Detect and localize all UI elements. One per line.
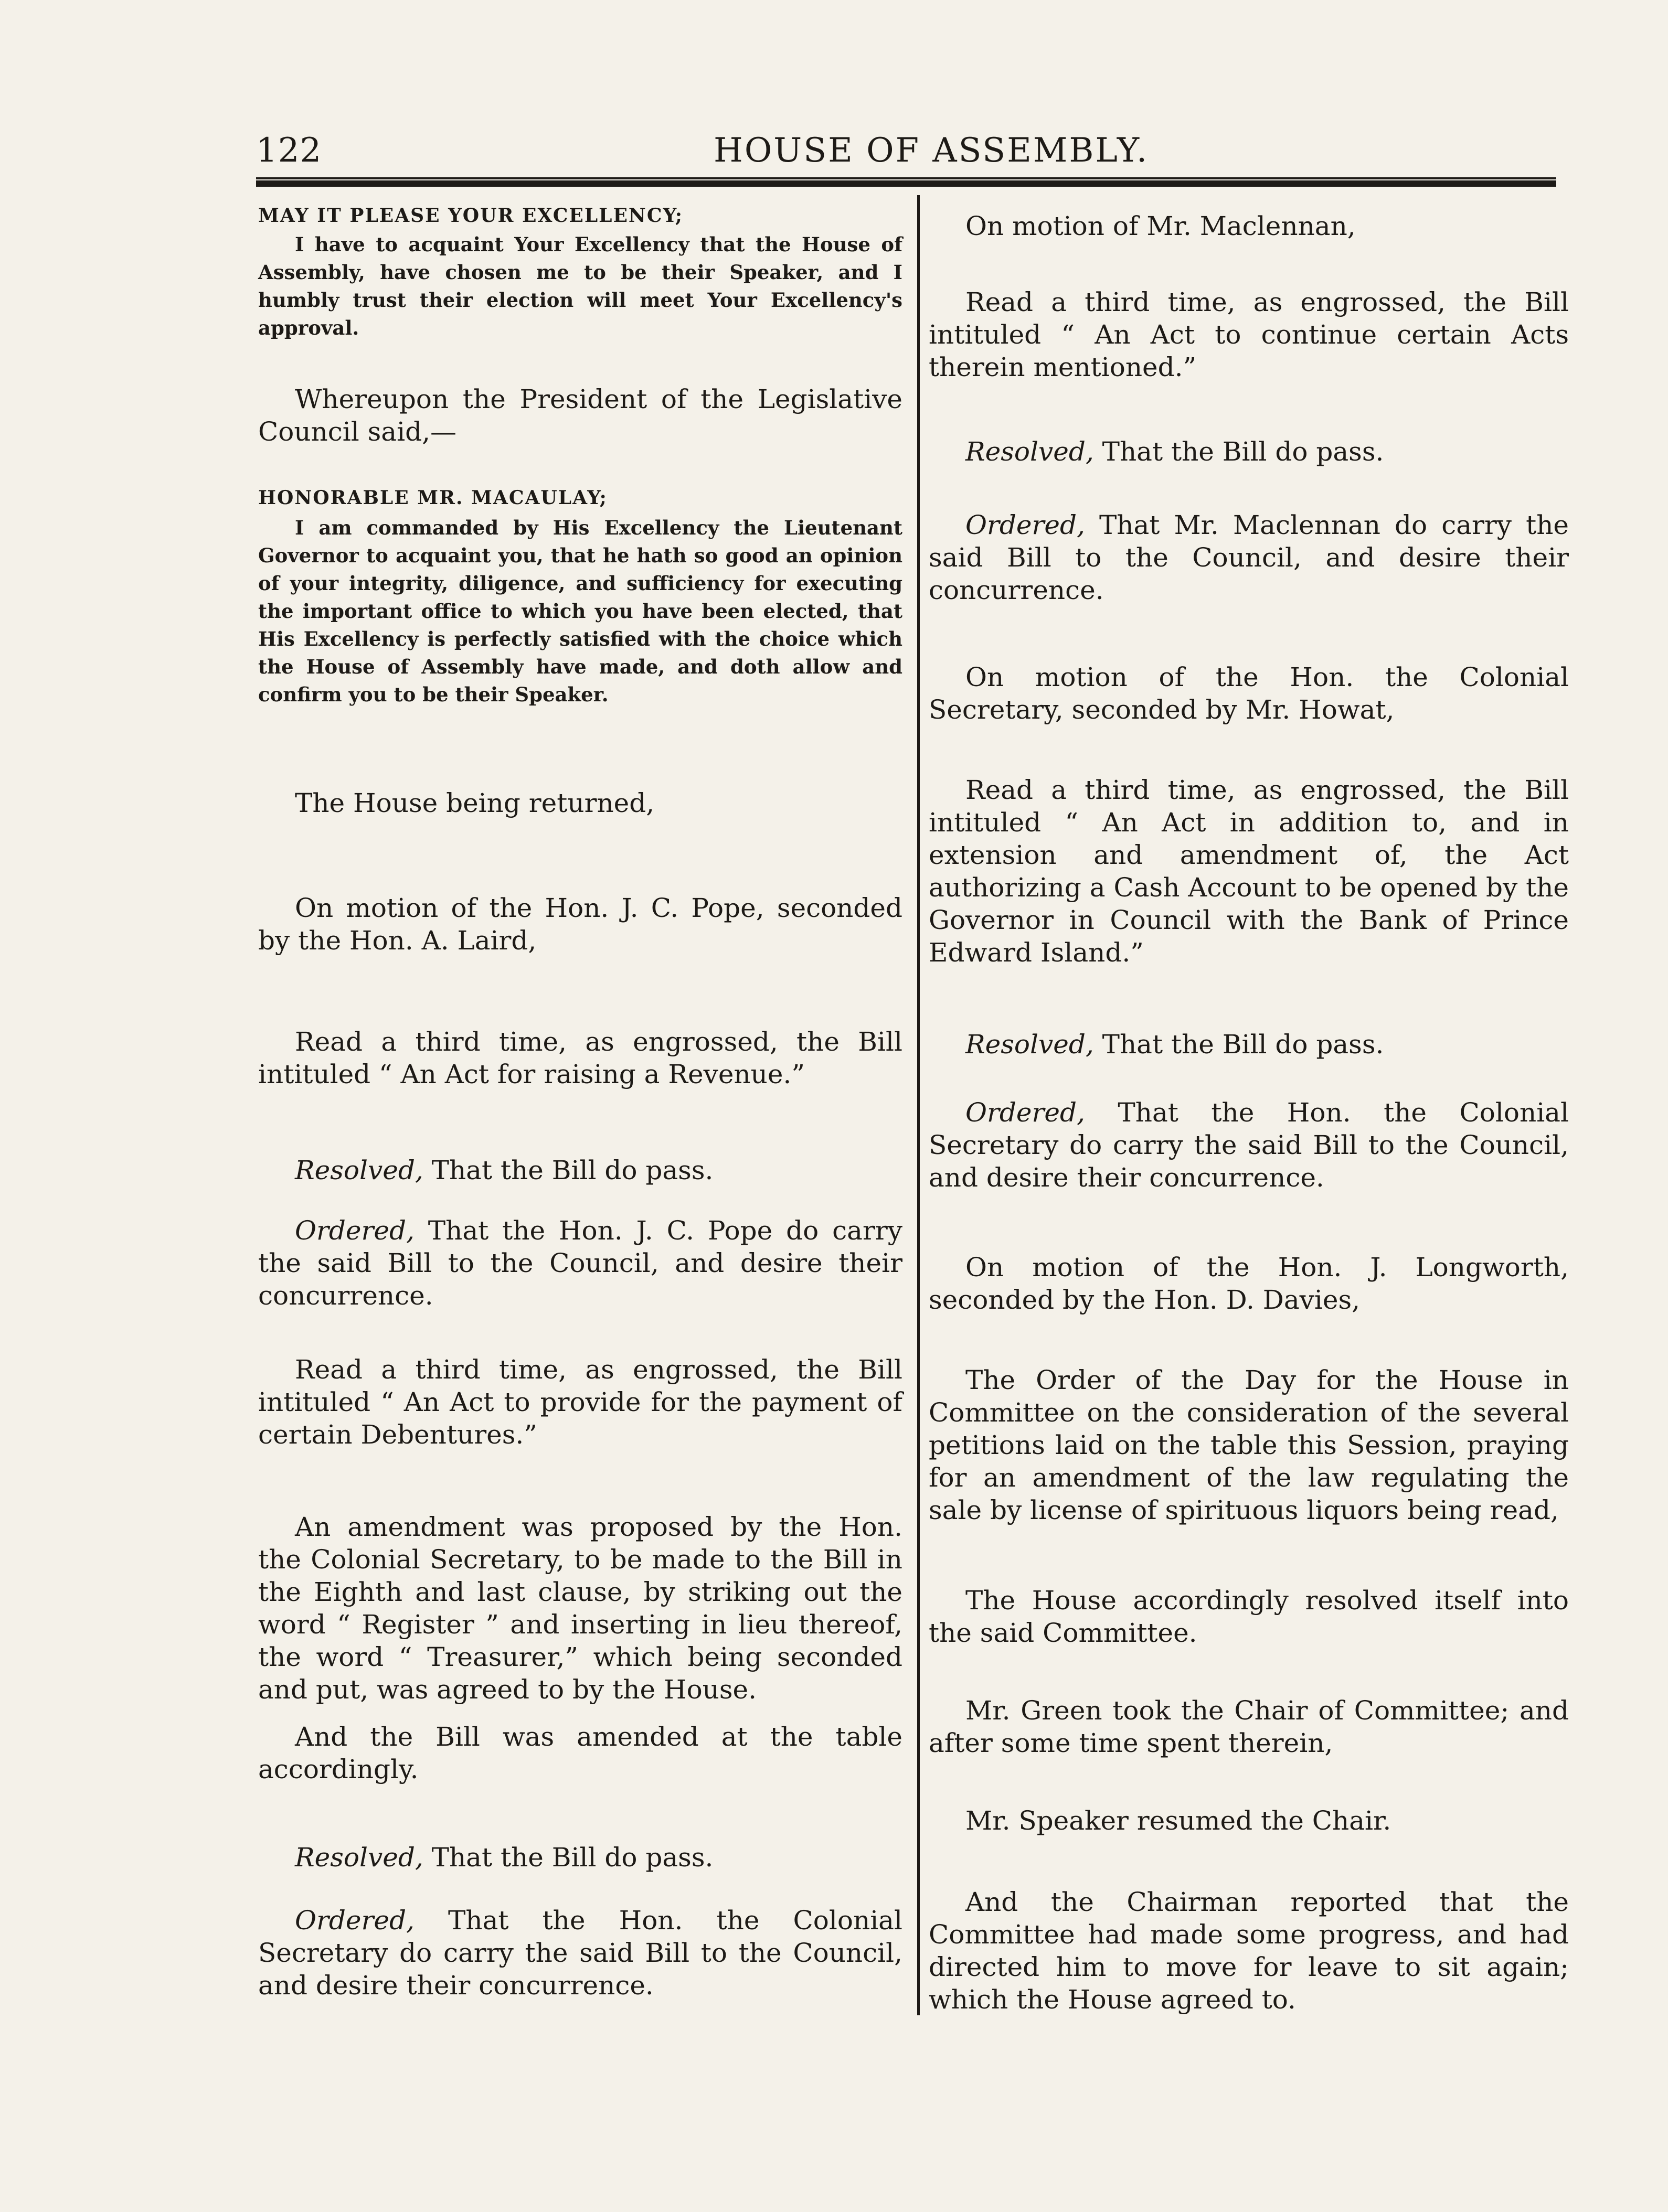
speaker-address: I have to acquaint Your Excellency that the House of Assembly, have chosen me to be their Speaker, and I humbly trust their election will meet Your Excellency's approval. (258, 233, 902, 339)
salutation-excellency: MAY IT PLEASE YOUR EXCELLENCY; (258, 205, 684, 227)
resolved-label: Resolved, (295, 1842, 423, 1873)
running-title: HOUSE OF ASSEMBLY. (714, 131, 1149, 170)
resolved-label: Resolved, (965, 1029, 1094, 1060)
revenue-bill-reading: Read a third time, as engrossed, the Bill intituled “ An Act for raising a Revenue.” (258, 1027, 902, 1089)
ordered-text: That the Hon. J. C. Pope do carry the said Bill to the Council, and desire their concurrence. (258, 1215, 902, 1311)
house-returned: The House being returned, (295, 788, 655, 818)
debentures-bill-reading: Read a third time, as engrossed, the Bill intituled “ An Act to provide for the payment of certain Debentures.” (258, 1354, 902, 1450)
ordered-label: Ordered, (965, 1097, 1085, 1128)
ordered-text: That Mr. Maclennan do carry the said Bill to the Council, and desire their concurrence. (929, 510, 1569, 605)
ordered-pope (258, 1214, 902, 1312)
resolved-cash-account (929, 1028, 1569, 1061)
ordered-colonial-secretary (929, 1096, 1569, 1194)
house-resolved-committee: The House accordingly resolved itself into the said Committee. (929, 1585, 1569, 1648)
motion-colonial-secretary: On motion of the Hon. the Colonial Secretary, seconded by Mr. Howat, (929, 662, 1569, 725)
green-took-chair: Mr. Green took the Chair of Committee; and after some time spent therein, (929, 1695, 1569, 1758)
motion-pope: On motion of the Hon. J. C. Pope, seconded by the Hon. A. Laird, (258, 893, 902, 956)
bill-amended: And the Bill was amended at the table accordingly. (258, 1722, 902, 1784)
ordered-text: That the Hon. the Colonial Secretary do carry the said Bill to the Council, and desire their concurrence. (258, 1905, 902, 2001)
ordered-maclennan (929, 509, 1569, 606)
continue-acts-bill-reading: Read a third time, as engrossed, the Bill intituled “ An Act to continue certain Acts therein mentioned.” (929, 287, 1569, 382)
resolved-text: That the Bill do pass. (1093, 436, 1384, 467)
chairman-report: And the Chairman reported that the Committee had made some progress, and had directed him to move for leave to sit again; which the House agreed to. (929, 1887, 1569, 2015)
resolved-text: That the Bill do pass. (1093, 1029, 1384, 1060)
ordered-label: Ordered, (295, 1905, 415, 1936)
ordered-text: That the Hon. the Colonial Secretary do carry the said Bill to the Council, and desire their concurrence. (929, 1097, 1569, 1193)
ordered-label: Ordered, (295, 1215, 415, 1246)
cash-account-bill-reading: Read a third time, as engrossed, the Bill intituled “ An Act in addition to, and in extension and amendment of, the Act authorizing a Cash Account to be opened by the Governor in Council with the Bank of Prince Edward Island.” (929, 775, 1569, 968)
order-of-the-day: The Order of the Day for the House in Committee on the consideration of the several petitions laid on the table this Session, praying for an amendment of the law regulating the sale by license of spirituous liquors being read, (929, 1365, 1569, 1525)
resolved-label: Resolved, (965, 436, 1094, 467)
resolved-revenue (258, 1154, 902, 1187)
column-divider (917, 195, 920, 2015)
president-reply-intro: Whereupon the President of the Legislative Council said,— (258, 384, 902, 447)
speaker-resumed-chair: Mr. Speaker resumed the Chair. (965, 1805, 1391, 1836)
page-number: 122 (256, 131, 322, 170)
amendment-proposed: An amendment was proposed by the Hon. the Colonial Secretary, to be made to the Bill in the Eighth and last clause, by striking out the word “ Register ” and inserting in lieu thereof, the word “ Treasurer,” which being seconded and put, was agreed to by the House. (258, 1512, 902, 1705)
motion-longworth: On motion of the Hon. J. Longworth, seconded by the Hon. D. Davies, (929, 1252, 1569, 1315)
header-rule (256, 177, 1556, 187)
resolved-text: That the Bill do pass. (423, 1842, 714, 1873)
resolved-label: Resolved, (295, 1155, 423, 1185)
resolved-text: That the Bill do pass. (423, 1155, 714, 1185)
motion-maclennan: On motion of Mr. Maclennan, (965, 211, 1356, 241)
governor-confirmation: I am commanded by His Excellency the Lieutenant Governor to acquaint you, that he hath so good an opinion of your integrity, diligence, and sufficiency for executing the important office to which you have been elected, that His Excellency is perfectly satisfied with the choice which the House of Assembly have made, and doth allow and confirm you to be their Speaker. (258, 516, 902, 706)
ordered-colonial-secretary (258, 1904, 902, 2002)
resolved-debentures (258, 1841, 902, 1874)
salutation-macaulay: HONORABLE MR. MACAULAY; (258, 487, 608, 509)
resolved-continue-acts (929, 435, 1569, 468)
ordered-label: Ordered, (965, 510, 1085, 540)
